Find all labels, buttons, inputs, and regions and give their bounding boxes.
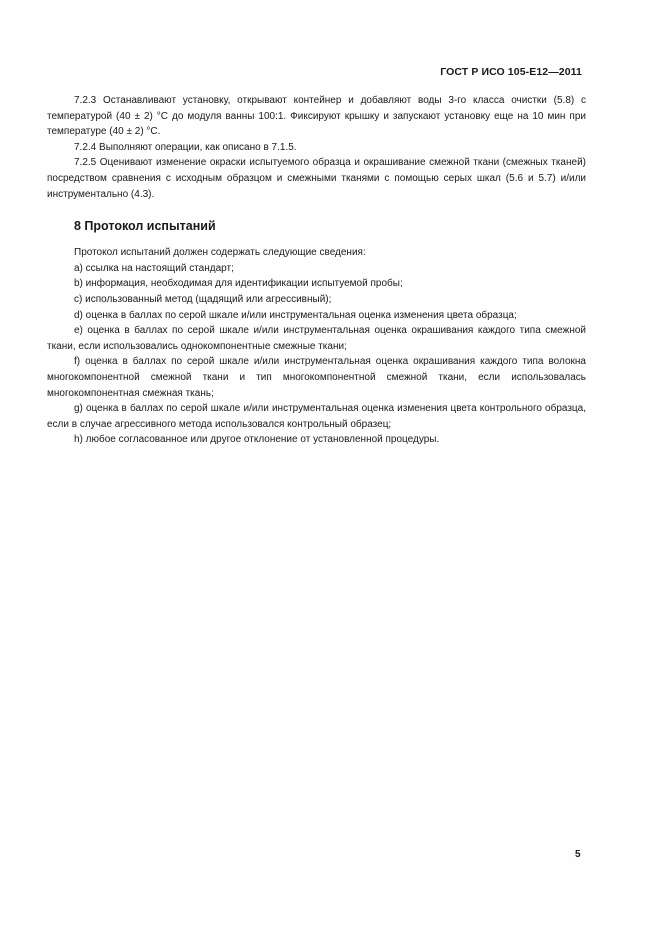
clause-7-2-3: 7.2.3 Останавливают установку, открывают контейнер и добавляют воды 3-го класса очистки (5.8) с температурой (40 ± 2) °С до модуля ванны 100:1. Фиксируют крышку и запускают установку еще на 10 мин при температуре (40 ± 2) °С. (47, 95, 586, 138)
protocol-item-g: g) оценка в баллах по серой шкале и/или инструментальная оценка изменения цвета контрольного образца, если в случае агрессивного метода использовался контрольный образец; (47, 403, 586, 430)
page-number: 5 (575, 849, 581, 860)
protocol-item-b: b) информация, необходимая для идентификации испытуемой пробы; (74, 278, 403, 290)
page-content (47, 93, 586, 448)
standard-header: ГОСТ Р ИСО 105-Е12—2011 (440, 66, 582, 78)
protocol-item-f: f) оценка в баллах по серой шкале и/или инструментальная оценка окрашивания каждого типа волокна многокомпонентной смежной ткани и тип многокомпонентной смежной ткани, если использовалась многокомпонентная смежная ткань; (47, 356, 586, 399)
protocol-item-d: d) оценка в баллах по серой шкале и/или инструментальная оценка изменения цвета образца; (74, 309, 517, 321)
protocol-item-c: c) использованный метод (щадящий или агрессивный); (74, 293, 332, 305)
protocol-item-e: e) оценка в баллах по серой шкале и/или инструментальная оценка окрашивания каждого типа смежной ткани, если использовались однокомпонентные смежные ткани; (47, 325, 586, 352)
protocol-intro: Протокол испытаний должен содержать следующие сведения: (74, 247, 366, 259)
section-8-title: 8 Протокол испытаний (74, 219, 216, 234)
clause-7-2-5: 7.2.5 Оценивают изменение окраски испытуемого образца и окрашивание смежной ткани (смежных тканей) посредством сравнения с исходным образцом и смежными тканями с помощью серых шкал (5.6 и 5.7) и/или инструментально (4.3). (47, 157, 586, 200)
protocol-item-a: a) ссылка на настоящий стандарт; (74, 262, 234, 274)
protocol-item-h: h) любое согласованное или другое отклонение от установленной процедуры. (74, 434, 440, 446)
clause-7-2-4: 7.2.4 Выполняют операции, как описано в 7.1.5. (74, 141, 297, 153)
